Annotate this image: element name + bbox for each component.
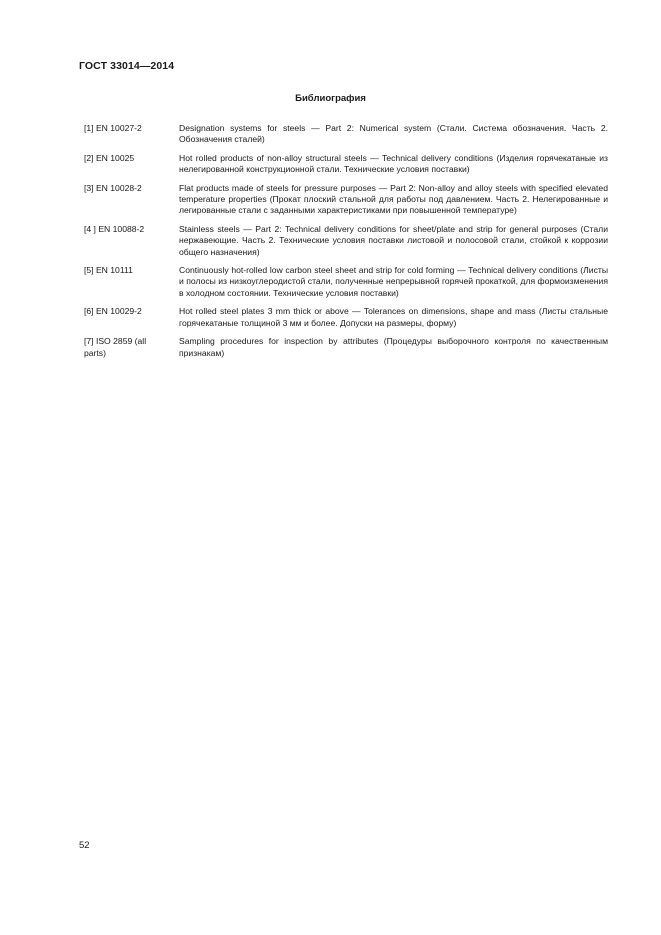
bibliography-text: Designation systems for steels — Part 2: Numerical system (Стали. Система обозначения. Часть 2. Обозначения сталей) xyxy=(179,123,608,145)
bibliography-entry xyxy=(84,306,608,329)
bibliography-text: Sampling procedures for inspection by attributes (Процедуры выборочного контроля по качественным признакам) xyxy=(179,336,608,358)
bibliography-ref: [6] EN 10029-2 xyxy=(84,306,142,317)
bibliography-text: Hot rolled steel plates 3 mm thick or above — Tolerances on dimensions, shape and mass (Листы стальные горячекатаные толщиной 3 мм и более. Допуски на размеры, форму) xyxy=(179,306,608,328)
document-code: ГОСТ 33014—2014 xyxy=(79,60,175,72)
bibliography-entry xyxy=(84,153,608,176)
bibliography-ref: [7] ISO 2859 (all parts) xyxy=(84,336,147,358)
bibliography-text: Continuously hot-rolled low carbon steel sheet and strip for cold forming — Technical delivery conditions (Листы и полосы из низкоуглеродистой стали, полученные непрерывной горячей прокаткой, для формоизменения в холодном состоянии. Технические условия поставки) xyxy=(179,265,608,298)
bibliography-ref: [4 ] EN 10088-2 xyxy=(84,223,145,234)
bibliography-text: Flat products made of steels for pressure purposes — Part 2: Non-alloy and alloy steels with specified elevated temperature properties (Прокат плоский стальной для работы под давлением. Часть 2. Нелегированные и легированные стали с заданными характеристиками при повышенной температуре) xyxy=(179,182,608,216)
bibliography-ref: [2] EN 10025 xyxy=(84,152,135,163)
bibliography-list xyxy=(84,123,608,366)
bibliography-text: Stainless steels — Part 2: Technical delivery conditions for sheet/plate and strip for general purposes (Стали нержавеющие. Часть 2. Технические условия поставки листовой и полосовой стали, стойкой к коррозии общего назначения) xyxy=(179,223,608,257)
bibliography-ref: [5] EN 10111 xyxy=(84,265,133,276)
bibliography-ref: [3] EN 10028-2 xyxy=(84,182,142,193)
bibliography-ref: [1] EN 10027-2 xyxy=(84,123,142,133)
bibliography-entry xyxy=(84,265,608,299)
bibliography-entry xyxy=(84,336,608,359)
page-number: 52 xyxy=(79,840,90,851)
bibliography-entry xyxy=(84,123,608,146)
section-title: Библиография xyxy=(295,93,366,104)
bibliography-text: Hot rolled products of non-alloy structural steels — Technical delivery conditions (Изделия горячекатаные из нелегированной конструкционной стали. Технические условия поставки) xyxy=(179,152,608,175)
bibliography-entry xyxy=(84,183,608,217)
bibliography-entry xyxy=(84,224,608,258)
